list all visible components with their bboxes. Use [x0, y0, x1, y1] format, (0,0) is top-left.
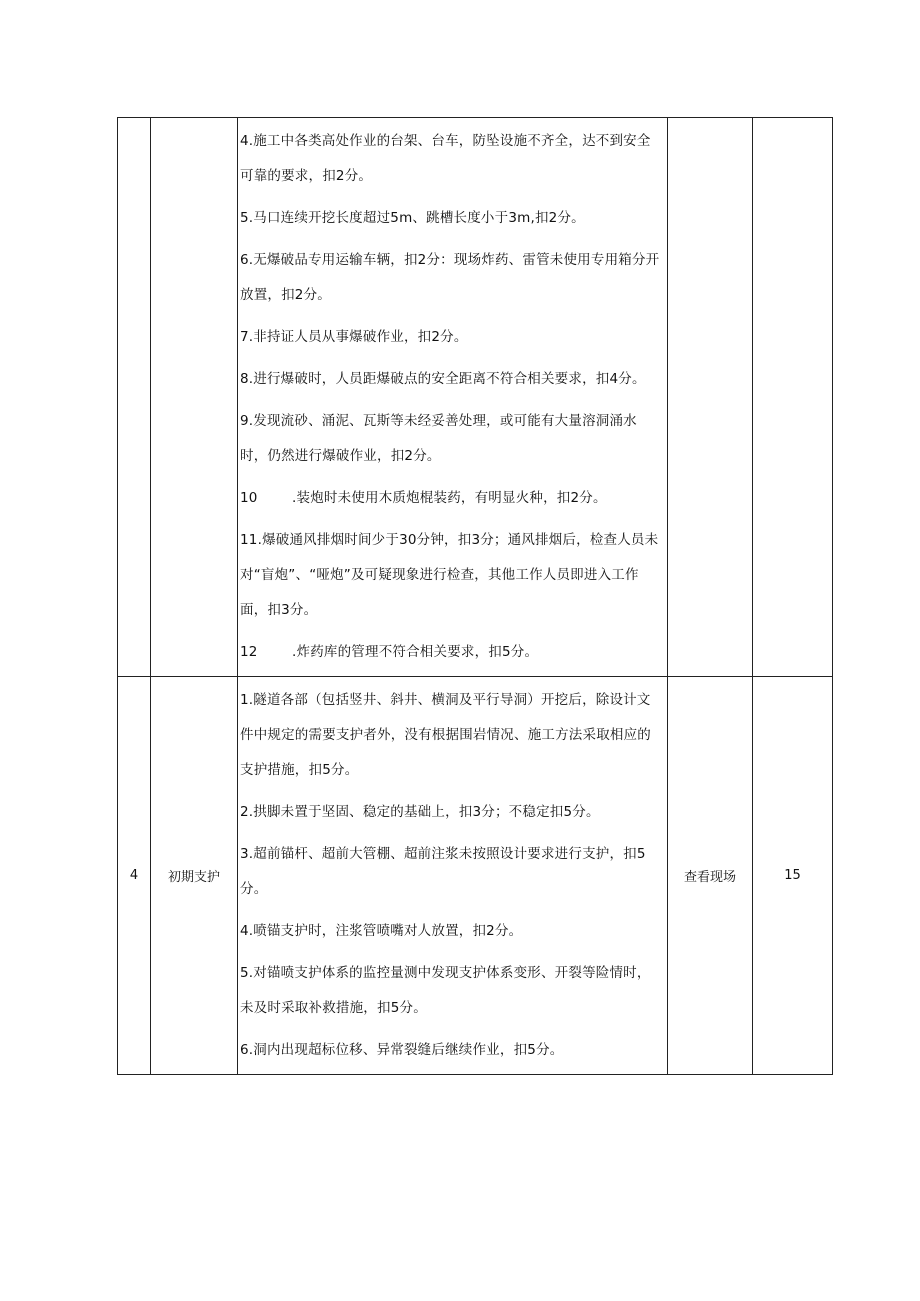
criteria-item: 4.喷锚支护时，注浆管喷嘴对人放置，扣2分。 — [240, 923, 523, 939]
deduction-criteria-cell — [238, 118, 668, 677]
item-name-cell — [151, 118, 238, 677]
criteria-item: 1.隧道各部（包括竖井、斜井、横洞及平行导洞）开挖后，除设计文件中规定的需要支护者外，没有根据围岩情况、施工方法采取相应的支护措施，扣5分。 — [240, 692, 651, 778]
criteria-item: 5.对锚喷支护体系的监控量测中发现支护体系变形、开裂等险情时，未及时采取补救措施，扣5分。 — [240, 965, 651, 1016]
inspection-method-cell — [668, 118, 753, 677]
row-number-cell — [118, 118, 151, 677]
criteria-item-text: .炸药库的管理不符合相关要求，扣5分。 — [292, 644, 539, 660]
criteria-item: 2.拱脚未置于坚固、稳定的基础上，扣3分；不稳定扣5分。 — [240, 804, 600, 820]
deduction-criteria-cell — [238, 677, 668, 1075]
criteria-item: 9.发现流砂、涌泥、瓦斯等未经妥善处理，或可能有大量溶洞涌水时，仍然进行爆破作业，扣2分。 — [240, 413, 637, 464]
criteria-item-text: .装炮时未使用木质炮棍装药，有明显火种，扣2分。 — [292, 490, 607, 506]
table-row — [118, 677, 833, 1075]
score-cell: 15 — [753, 677, 833, 1075]
score-cell — [753, 118, 833, 677]
inspection-method-cell: 查看现场 — [668, 677, 753, 1075]
inspection-table — [117, 117, 833, 1075]
criteria-item — [240, 635, 664, 670]
criteria-item-number: 10 — [240, 490, 258, 506]
criteria-item — [240, 481, 664, 516]
item-name-cell: 初期支护 — [151, 677, 238, 1075]
criteria-item: 11.爆破通风排烟时间少于30分钟，扣3分；通风排烟后，检查人员未对“盲炮”、“哑炮”及可疑现象进行检查，其他工作人员即进入工作面，扣3分。 — [240, 532, 659, 618]
criteria-item: 5.马口连续开挖长度超过5m、跳槽长度小于3m,扣2分。 — [240, 210, 585, 226]
row-number-cell: 4 — [118, 677, 151, 1075]
criteria-item: 6.洞内出现超标位移、异常裂缝后继续作业，扣5分。 — [240, 1042, 564, 1058]
criteria-item: 4.施工中各类高处作业的台架、台车，防坠设施不齐全，达不到安全可靠的要求，扣2分。 — [240, 133, 651, 184]
criteria-item: 3.超前锚杆、超前大管棚、超前注浆未按照设计要求进行支护，扣5分。 — [240, 846, 646, 897]
criteria-item: 6.无爆破品专用运输车辆，扣2分：现场炸药、雷管未使用专用箱分开放置，扣2分。 — [240, 252, 660, 303]
criteria-item: 8.进行爆破时，人员距爆破点的安全距离不符合相关要求，扣4分。 — [240, 371, 646, 387]
table-row — [118, 118, 833, 677]
criteria-item-number: 12 — [240, 644, 258, 660]
criteria-item: 7.非持证人员从事爆破作业，扣2分。 — [240, 329, 468, 345]
